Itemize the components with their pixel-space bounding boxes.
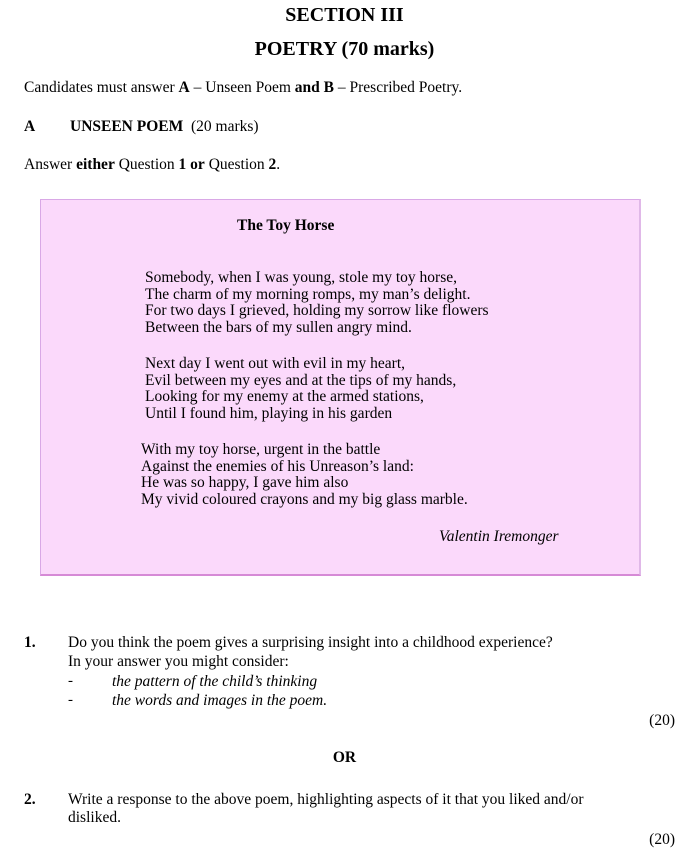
- poem-box: [40, 199, 641, 576]
- bullet-dash: -: [68, 673, 73, 689]
- poem-line: Against the enemies of his Unreason’s land:: [141, 457, 414, 475]
- part-a-letter: A: [24, 118, 36, 135]
- part-a-heading: [24, 118, 35, 136]
- section-title: SECTION III: [285, 4, 404, 26]
- poem-line: With my toy horse, urgent in the battle: [141, 441, 381, 458]
- poem-line: My vivid coloured crayons and my big glass marble.: [141, 490, 468, 508]
- poem-line: Between the bars of my sullen angry mind.: [145, 318, 412, 336]
- answer-question-word-2: Question: [204, 156, 269, 173]
- poem-line: Evil between my eyes and at the tips of my hands,: [145, 371, 457, 389]
- question-2-text: Write a response to the above poem, highlighting aspects of it that you liked and/or: [68, 791, 584, 808]
- question-1-bullet-2: the words and images in the poem.: [112, 692, 328, 709]
- instruction-a-rest: – Unseen Poem: [189, 79, 295, 96]
- question-1-number: 1.: [24, 634, 36, 651]
- poem-stanza-2: [145, 356, 456, 422]
- poem-line: Somebody, when I was young, stole my toy horse,: [145, 269, 457, 286]
- bullet-dash: -: [68, 692, 73, 708]
- answer-instruction: [24, 156, 280, 174]
- answer-two: 2: [268, 156, 277, 173]
- part-a-title: UNSEEN POEM: [70, 118, 184, 135]
- poem-line: For two days I grieved, holding my sorrow like flowers: [145, 302, 489, 319]
- answer-period: .: [276, 156, 281, 173]
- instruction-a-letter: A: [178, 79, 190, 96]
- section-subtitle: POETRY (70 marks): [254, 38, 435, 60]
- instruction-b-letter: B: [323, 79, 335, 96]
- answer-one-or: 1 or: [178, 156, 205, 173]
- question-2-marks: (20): [649, 831, 675, 848]
- poem-line: Looking for my enemy at the armed stations,: [145, 388, 424, 405]
- or-label: OR: [332, 749, 357, 766]
- poem-line: The charm of my morning romps, my man’s delight.: [145, 285, 471, 303]
- answer-prefix: Answer: [24, 156, 77, 173]
- answer-either: either: [76, 156, 115, 173]
- question-1-text: Do you think the poem gives a surprising insight into a childhood experience?: [68, 634, 553, 651]
- part-a-title-wrap: [70, 118, 259, 136]
- part-a-marks: (20 marks): [191, 118, 259, 135]
- question-1-bullet-1: the pattern of the child’s thinking: [112, 673, 318, 690]
- poem-stanza-1: [145, 270, 489, 336]
- instruction-prefix: Candidates must answer: [24, 79, 179, 96]
- poem-line: He was so happy, I gave him also: [141, 474, 349, 491]
- instruction-b-rest: – Prescribed Poetry.: [334, 79, 463, 96]
- answer-question-word: Question: [114, 156, 179, 173]
- question-1-consider: In your answer you might consider:: [68, 653, 289, 670]
- poem-line: Next day I went out with evil in my heart,: [145, 355, 405, 372]
- instruction-and: and: [294, 79, 320, 96]
- poem-title: The Toy Horse: [237, 217, 335, 234]
- candidates-instruction: [24, 79, 462, 97]
- poem-stanza-3: [141, 442, 468, 508]
- poem-line: Until I found him, playing in his garden: [145, 404, 393, 422]
- question-2-text-cont: disliked.: [68, 809, 121, 826]
- question-2-number: 2.: [24, 791, 36, 808]
- question-1-marks: (20): [649, 712, 675, 729]
- poem-author: Valentin Iremonger: [439, 528, 559, 545]
